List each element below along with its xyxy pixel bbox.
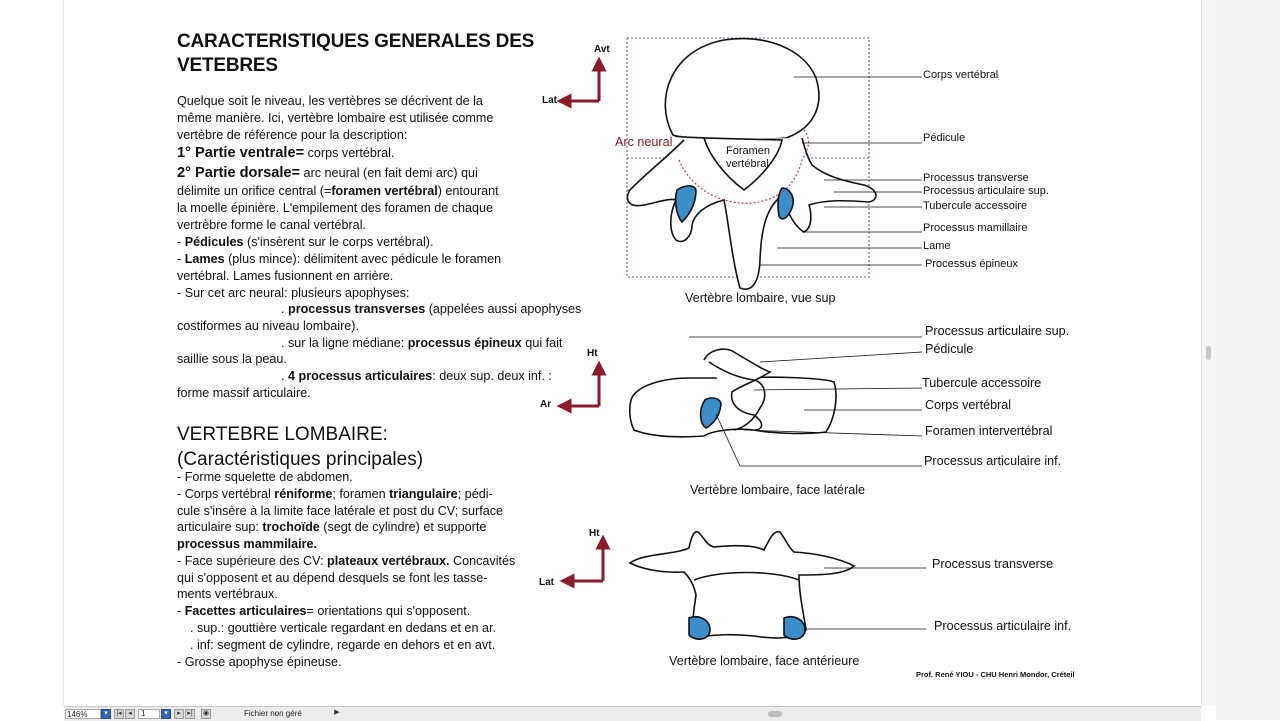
horizontal-scrollbar-thumb[interactable] <box>768 711 782 717</box>
foramen-label-line2: vertébral <box>726 158 769 170</box>
zoom-dropdown-icon[interactable]: ▾ <box>101 709 111 719</box>
fig2-label: Processus articulaire inf. <box>924 454 1062 468</box>
page-title-line1: CARACTERISTIQUES GENERALES DES <box>177 31 535 52</box>
lombaire-line: - Forme squelette de abdomen. <box>177 470 353 484</box>
previous-page-icon[interactable]: ◂ <box>125 709 135 719</box>
section-subtitle: (Caractéristiques principales) <box>177 449 424 470</box>
fig1-label: Tubercule accessoire <box>923 200 1028 212</box>
fig1-label: Processus transverse <box>923 172 1029 184</box>
fig1-axis-up-label: Avt <box>594 44 610 55</box>
page-number-field[interactable]: 1 <box>138 709 160 719</box>
text-span: - <box>177 235 185 249</box>
lames-line: vertébral. Lames fusionnent en arrière. <box>177 269 394 283</box>
lombaire-line: ments vertébraux. <box>177 587 278 601</box>
epineux-line: saillie sous la peau. <box>177 352 287 366</box>
fig2-caption: Vertèbre lombaire, face latérale <box>690 483 866 497</box>
author-credit: Prof. René YIOU - CHU Henri Mondor, Créteil <box>916 670 1075 679</box>
zoom-field[interactable]: 146% <box>65 709 101 719</box>
text-bold: réniforme <box>274 487 333 501</box>
transverses-line: costiformes au niveau lombaire). <box>177 319 359 333</box>
first-page-icon[interactable]: |◂ <box>114 709 124 719</box>
fig2-label: Foramen intervertébral <box>925 424 1053 438</box>
articulaires-line: forme massif articulaire. <box>177 386 311 400</box>
text-span: ) entourant <box>437 184 499 198</box>
intro-line: même manière. Ici, vertèbre lombaire est utilisée comme <box>177 111 494 125</box>
fig3-leaders <box>804 568 926 629</box>
text-span: Concavités <box>449 554 516 568</box>
text-bold: plateaux vertébraux. <box>327 554 450 568</box>
text-span: - <box>177 252 185 266</box>
intro-line: Quelque soit le niveau, les vertèbres se décrivent de la <box>177 94 483 108</box>
fig2-axis-up-label: Ht <box>587 348 598 359</box>
text-span: = orientations qui s'opposent. <box>306 604 471 618</box>
document-status-label: Fichier non géré <box>244 709 302 718</box>
ventral-label: 1° Partie ventrale= <box>177 145 305 161</box>
text-span: : deux sup. deux inf. : <box>432 369 552 383</box>
dorsal-line: la moelle épinière. L'empilement des foramen de chaque <box>177 201 494 215</box>
text-bold: trochoïde <box>262 520 320 534</box>
fig3-axis-left-label: Lat <box>539 577 554 588</box>
lombaire-line: qui s'opposent et au dépend desquels se font les tasse- <box>177 571 488 585</box>
text-span: ; foramen <box>332 487 390 501</box>
text-bold: Pédicules <box>184 235 244 249</box>
fig1-label: Corps vertébral <box>923 69 999 81</box>
fig1-label: Processus articulaire sup. <box>923 185 1049 197</box>
fig2-label: Processus articulaire sup. <box>925 324 1070 338</box>
fig1-label: Lame <box>923 240 951 252</box>
dorsal-line: vertrèbre forme le canal vertébral. <box>177 218 366 232</box>
fig3-axis <box>567 542 603 581</box>
fig2-label: Corps vertébral <box>925 398 1012 412</box>
document-page <box>64 0 1201 706</box>
text-span: (s'insèrent sur le corps vertébral). <box>243 235 434 249</box>
arc-line: - Sur cet arc neural: plusieurs apophyses: <box>177 286 410 300</box>
ventral-text: corps vertébral. <box>304 146 395 160</box>
lombaire-line: cule s'insère à la limite face latérale et post du CV; surface <box>177 504 504 518</box>
text-span: articulaire sup: <box>177 520 263 534</box>
text-span: - <box>177 604 185 618</box>
lombaire-line: . sup.: gouttière verticale regardant en dedans et en ar. <box>190 621 496 635</box>
status-bar <box>64 706 1201 721</box>
status-menu-arrow-icon[interactable]: ▶ <box>334 709 340 716</box>
page-title-line2: VETEBRES <box>177 55 278 76</box>
fig1-label: Processus mamillaire <box>923 222 1028 234</box>
text-bold: 4 processus articulaires <box>288 369 433 383</box>
text-span: (appelées aussi apophyses <box>425 302 582 316</box>
fig3-label: Processus articulaire inf. <box>934 619 1072 633</box>
vertebra-figures <box>64 0 1201 706</box>
text-span: (segt de cylindre) et supporte <box>319 520 487 534</box>
fig2-axis <box>564 368 599 406</box>
text-bold: processus épineux <box>407 336 522 350</box>
text-span: . <box>281 369 288 383</box>
lombaire-line: - Grosse apophyse épineuse. <box>177 655 342 669</box>
fig1-caption: Vertèbre lombaire, vue sup <box>685 291 836 305</box>
lombaire-line: processus mammilaire. <box>177 537 318 551</box>
dorsal-text: arc neural (en fait demi arc) qui <box>300 166 478 180</box>
text-span: ; pédi- <box>457 487 493 501</box>
lombaire-line: . inf: segment de cylindre, regarde en dehors et en avt. <box>190 638 496 652</box>
left-margin <box>0 0 64 720</box>
fig1-label: Pédicule <box>923 132 966 144</box>
fig1-axis-left-label: Lat <box>542 95 557 106</box>
text-span: (plus mince): délimitent avec pédicule le foramen <box>224 252 502 266</box>
text-bold: Lames <box>184 252 225 266</box>
foramen-label-line1: Foramen <box>726 145 771 157</box>
page-dropdown-icon[interactable]: ▾ <box>161 709 171 719</box>
text-bold: foramen vertébral <box>331 184 438 198</box>
section-title: VERTEBRE LOMBAIRE: <box>177 424 388 445</box>
text-span: . <box>281 302 288 316</box>
fig2-label: Tubercule accessoire <box>922 376 1042 390</box>
right-margin <box>1216 0 1280 720</box>
fig1-axis <box>564 64 599 101</box>
vertical-scrollbar-thumb[interactable] <box>1206 346 1211 360</box>
vertebra-lateral-view <box>630 349 836 437</box>
text-span: - Corps vertébral <box>177 487 275 501</box>
fig1-label: Processus épineux <box>925 258 1018 270</box>
fig2-axis-left-label: Ar <box>540 399 552 410</box>
text-span: délimite un orifice central (= <box>177 184 332 198</box>
refresh-icon[interactable]: ◉ <box>202 710 210 717</box>
text-bold: triangulaire <box>389 487 458 501</box>
vertebra-anterior-view <box>630 532 854 639</box>
fig3-label: Processus transverse <box>932 557 1054 571</box>
text-bold: Facettes articulaires <box>184 604 307 618</box>
intro-line: vertèbre de référence pour la description: <box>177 128 408 142</box>
last-page-icon[interactable]: ▸| <box>185 709 195 719</box>
dorsal-label: 2° Partie dorsale= <box>177 165 301 181</box>
fig3-axis-up-label: Ht <box>589 528 600 539</box>
fig3-caption: Vertèbre lombaire, face antérieure <box>669 654 860 668</box>
next-page-icon[interactable]: ▸ <box>174 709 184 719</box>
arc-neural-label: Arc neural <box>615 135 673 149</box>
text-span: . sur la ligne médiane: <box>281 336 408 350</box>
fig2-label: Pédicule <box>925 342 974 356</box>
text-span: qui fait <box>521 336 563 350</box>
text-span: - Face supérieure des CV: <box>177 554 328 568</box>
text-bold: processus transverses <box>288 302 426 316</box>
